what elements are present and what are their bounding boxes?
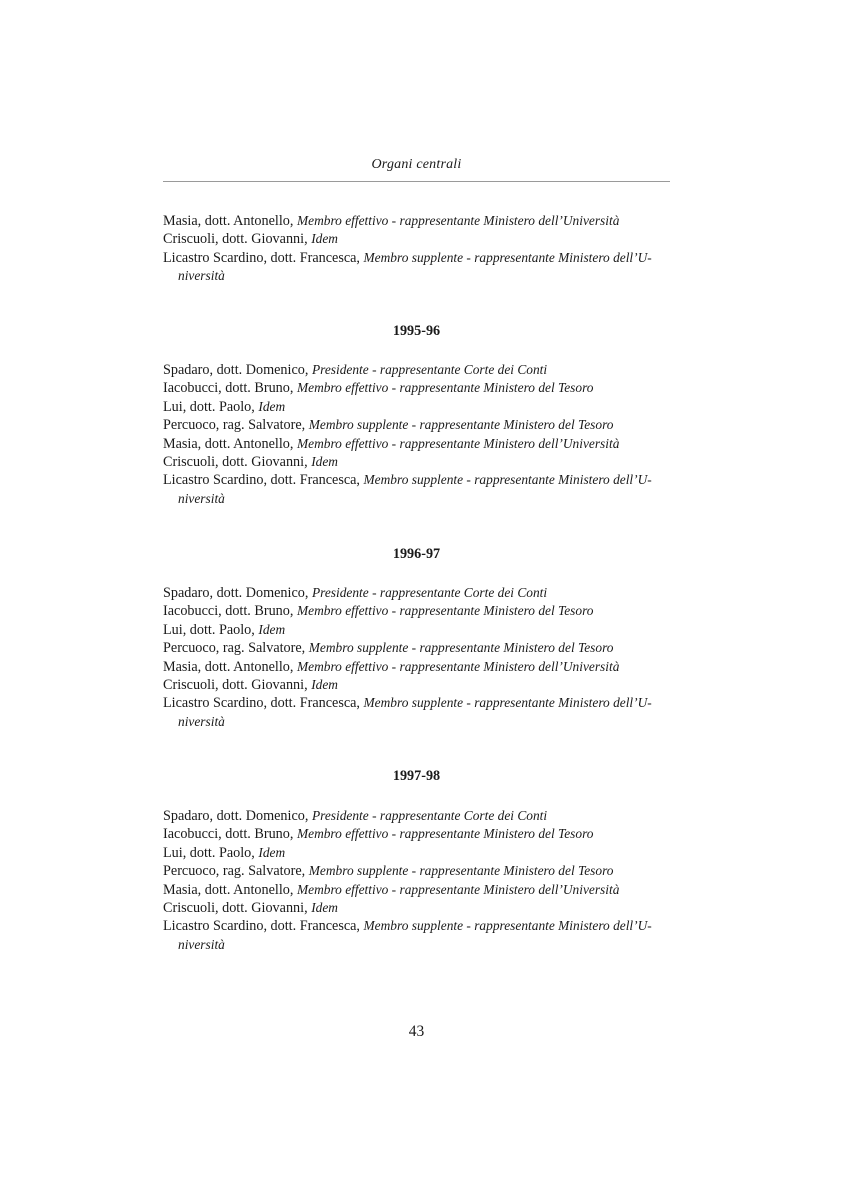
member-name: Masia, dott. Antonello,	[163, 213, 297, 229]
member-list	[163, 584, 670, 731]
member-role: Membro effettivo - rappresentante Ministero del Tesoro	[296, 826, 594, 842]
list-item	[163, 658, 670, 676]
member-name: Lui, dott. Paolo,	[163, 621, 259, 638]
member-role: Membro effettivo - rappresentante Ministero dell’Università	[296, 881, 620, 897]
member-role-continuation: niversità	[178, 268, 225, 284]
list-item	[163, 416, 670, 434]
list-item	[163, 361, 670, 379]
member-name: Licastro Scardino, dott. Francesca,	[163, 695, 364, 712]
member-role: Membro supplente - rappresentante Ministero del Tesoro	[308, 417, 614, 433]
member-role-continuation: niversità	[178, 936, 225, 952]
member-name: Criscuoli, dott. Giovanni,	[163, 900, 312, 917]
member-role: Membro effettivo - rappresentante Ministero dell’Università	[296, 658, 620, 674]
member-role: Membro effettivo - rappresentante Ministero del Tesoro	[296, 603, 594, 619]
member-name: Iacobucci, dott. Bruno,	[163, 380, 297, 397]
member-role-continuation: niversità	[178, 490, 225, 506]
list-item	[163, 825, 670, 843]
member-name: Spadaro, dott. Domenico,	[163, 808, 312, 824]
member-role: Idem	[311, 454, 338, 470]
member-role: Membro effettivo - rappresentante Ministero del Tesoro	[296, 380, 594, 396]
member-name: Spadaro, dott. Domenico,	[163, 362, 312, 378]
list-item	[163, 844, 670, 862]
running-head: Organi centrali	[371, 157, 462, 172]
member-role-continuation: niversità	[178, 713, 225, 729]
member-name: Criscuoli, dott. Giovanni,	[163, 231, 312, 248]
member-list	[163, 807, 670, 954]
list-item	[163, 807, 670, 825]
list-item	[163, 639, 670, 657]
list-item	[163, 676, 670, 694]
member-name: Iacobucci, dott. Bruno,	[163, 826, 297, 843]
member-name: Lui, dott. Paolo,	[163, 844, 259, 861]
member-name: Percuoco, rag. Salvatore,	[163, 417, 309, 434]
member-name: Masia, dott. Antonello,	[163, 881, 297, 898]
member-name: Spadaro, dott. Domenico,	[163, 585, 312, 601]
member-name: Criscuoli, dott. Giovanni,	[163, 677, 312, 694]
member-role: Idem	[311, 677, 338, 693]
list-item	[163, 453, 670, 471]
list-item	[163, 694, 670, 731]
member-role: Presidente - rappresentante Corte dei Conti	[311, 362, 548, 377]
list-item	[163, 230, 670, 248]
list-item	[163, 398, 670, 416]
member-list	[163, 361, 670, 508]
list-item	[163, 212, 670, 230]
member-name: Licastro Scardino, dott. Francesca,	[163, 472, 364, 489]
member-role: Membro supplente - rappresentante Ministero del Tesoro	[308, 863, 614, 879]
section-heading: 1996-97	[392, 546, 441, 562]
member-role: Membro supplente - rappresentante Ministero dell’U-	[363, 918, 652, 934]
member-name: Iacobucci, dott. Bruno,	[163, 603, 297, 620]
member-role: Presidente - rappresentante Corte dei Conti	[311, 585, 548, 600]
member-role: Membro supplente - rappresentante Ministero dell’U-	[363, 472, 652, 488]
member-name: Percuoco, rag. Salvatore,	[163, 640, 309, 657]
list-item	[163, 917, 670, 954]
list-item	[163, 881, 670, 899]
member-name: Percuoco, rag. Salvatore,	[163, 863, 309, 880]
list-item	[163, 899, 670, 917]
member-name: Lui, dott. Paolo,	[163, 398, 259, 415]
member-name: Licastro Scardino, dott. Francesca,	[163, 249, 364, 266]
member-role: Idem	[258, 398, 286, 414]
list-item	[163, 379, 670, 397]
member-name: Licastro Scardino, dott. Francesca,	[163, 918, 364, 935]
header-rule	[163, 181, 670, 182]
member-name: Masia, dott. Antonello,	[163, 658, 297, 675]
member-role: Membro effettivo - rappresentante Ministero dell’Università	[296, 435, 620, 451]
list-item	[163, 621, 670, 639]
section-heading: 1997-98	[392, 768, 441, 784]
list-item	[163, 862, 670, 880]
member-role: Idem	[311, 900, 338, 916]
list-item	[163, 471, 670, 508]
list-item	[163, 249, 670, 286]
member-role: Membro supplente - rappresentante Ministero dell’U-	[363, 249, 652, 265]
member-role: Membro effettivo - rappresentante Ministero dell’Università	[296, 213, 620, 228]
member-role: Membro supplente - rappresentante Ministero del Tesoro	[308, 640, 614, 656]
member-role: Idem	[311, 231, 338, 247]
list-item	[163, 435, 670, 453]
member-name: Masia, dott. Antonello,	[163, 435, 297, 452]
page-number: 43	[408, 1023, 425, 1040]
member-role: Idem	[258, 621, 286, 637]
member-name: Criscuoli, dott. Giovanni,	[163, 454, 312, 471]
intro-list	[163, 212, 670, 286]
list-item	[163, 584, 670, 602]
member-role: Membro supplente - rappresentante Ministero dell’U-	[363, 695, 652, 711]
section-heading: 1995-96	[392, 323, 441, 339]
list-item	[163, 602, 670, 620]
member-role: Idem	[258, 844, 286, 860]
member-role: Presidente - rappresentante Corte dei Conti	[311, 808, 548, 823]
